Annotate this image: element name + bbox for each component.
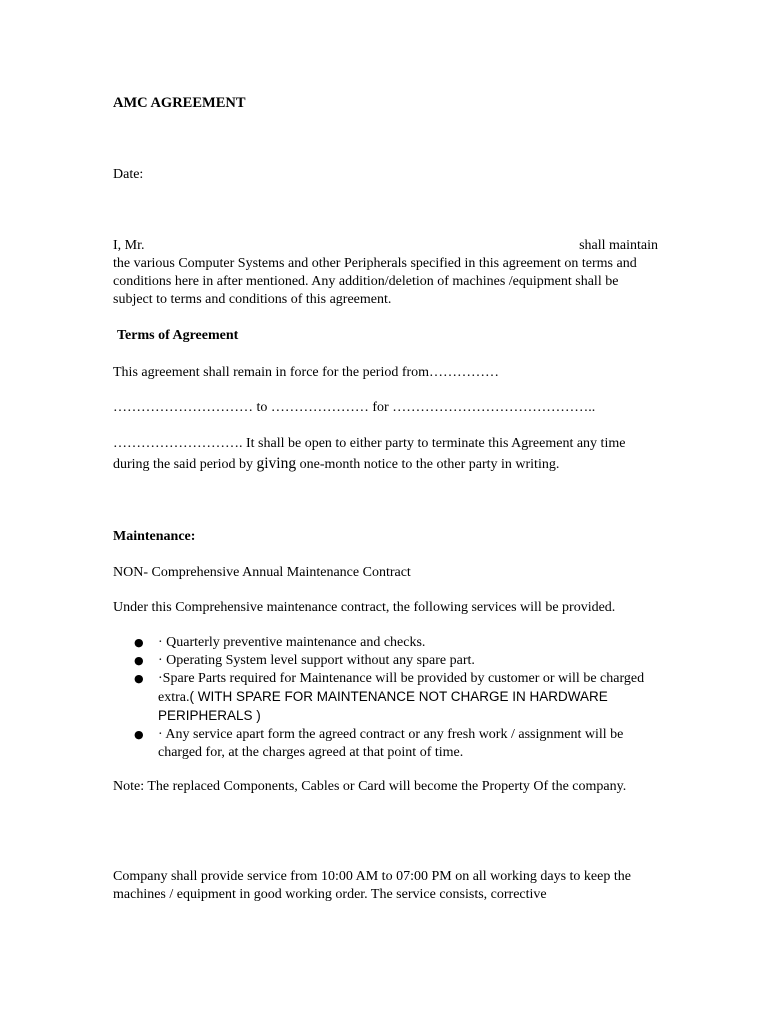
terms-heading: Terms of Agreement: [117, 328, 239, 343]
bullet-icon: ●: [134, 728, 144, 741]
list-item-caps-note: ( WITH SPARE FOR MAINTENANCE NOT CHARGE IN HARDWARE PERIPHERALS ): [158, 689, 608, 723]
list-item-text: · Operating System level support without any spare part.: [158, 653, 475, 668]
intro-first-line-end: shall maintain: [579, 238, 658, 253]
intro-first-line: [113, 237, 658, 255]
period-text: This agreement shall remain in force for the period from……………: [113, 365, 500, 380]
intro-name-prefix: I, Mr.: [113, 238, 145, 253]
list-item-text: ·Spare Parts required for Maintenance will be provided by customer or will be charged extra.: [158, 671, 645, 705]
list-item-text: · Quarterly preventive maintenance and checks.: [158, 635, 426, 650]
termination-text-end: one-month notice to the other party in writing.: [296, 457, 560, 472]
period-dots-line: ………………………… to ………………… for ……………………………………..: [113, 400, 596, 415]
services-list: [113, 634, 658, 762]
note-paragraph: Note: The replaced Components, Cables or Card will become the Property Of the company.: [113, 779, 627, 794]
document-title: AMC AGREEMENT: [113, 95, 246, 111]
termination-text-start: ………………………. It shall be open to either party to terminate this Agreement any time during the said period by: [113, 436, 626, 472]
list-item: [113, 670, 658, 726]
contract-type: NON- Comprehensive Annual Maintenance Contract: [113, 565, 411, 580]
service-paragraph: Company shall provide service from 10:00 AM to 07:00 PM on all working days to keep the machines / equipment in good working order. The service consists, corrective: [113, 869, 631, 902]
bullet-icon: ●: [134, 654, 144, 667]
date-label: Date:: [113, 167, 144, 182]
bullet-icon: ●: [134, 672, 144, 685]
termination-paragraph: [113, 434, 658, 475]
list-item-text: · Any service apart form the agreed contract or any fresh work / assignment will be charged for, at the charges agreed at that point of time.: [158, 727, 624, 760]
list-item: [113, 726, 658, 762]
intro-body: the various Computer Systems and other Peripherals specified in this agreement on terms and conditions here in after mentioned. Any addition/deletion of machines /equipment shall be subject to terms and conditions of this agreement.: [113, 256, 637, 307]
termination-text-giving: giving: [256, 455, 297, 472]
bullet-icon: ●: [134, 636, 144, 649]
intro-paragraph: [113, 237, 658, 309]
maintenance-heading: Maintenance:: [113, 529, 196, 544]
list-item: [113, 652, 658, 670]
list-item: [113, 634, 658, 652]
services-intro: Under this Comprehensive maintenance contract, the following services will be provided.: [113, 600, 616, 615]
